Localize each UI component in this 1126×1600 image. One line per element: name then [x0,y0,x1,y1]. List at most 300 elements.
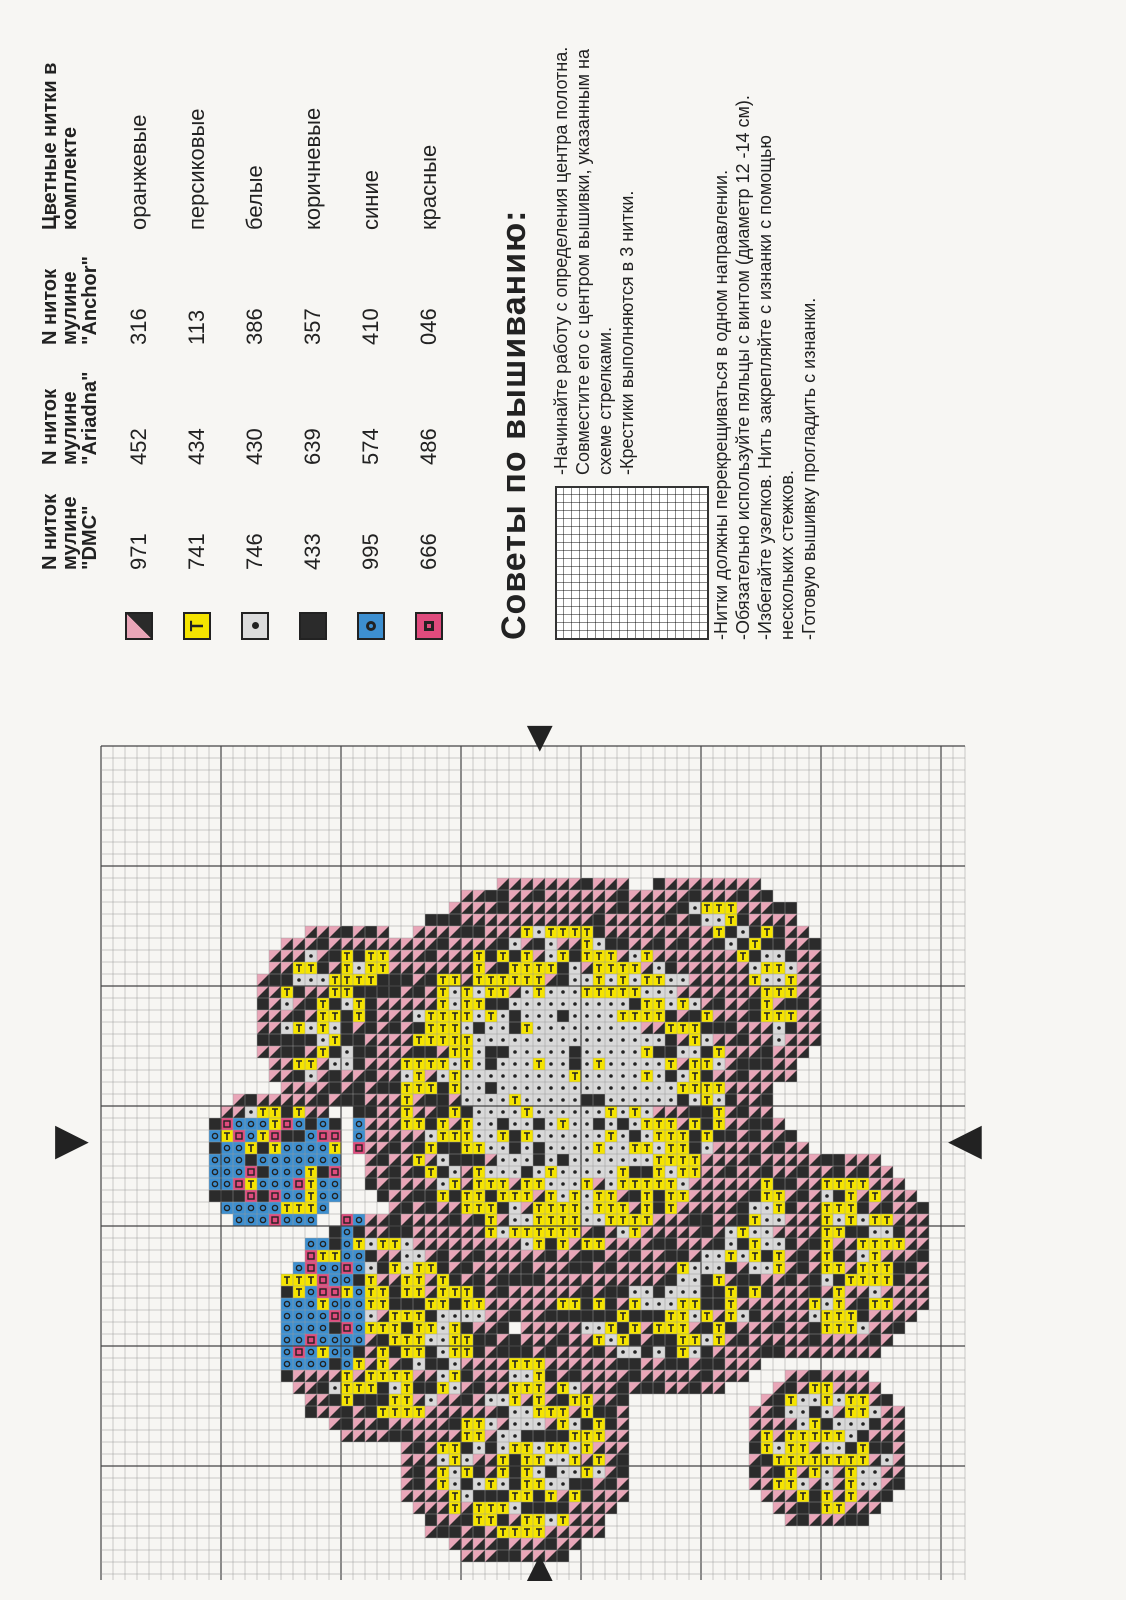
stitch-brown [785,1274,797,1286]
stitch-orange [377,1094,389,1106]
stitch-white [461,1490,473,1502]
stitch-orange [833,1370,845,1382]
stitch-peach [833,1226,845,1238]
stitch-white [701,914,713,926]
stitch-peach [593,1202,605,1214]
stitch-orange [749,914,761,926]
stitch-orange [365,938,377,950]
stitch-orange [797,1142,809,1154]
stitch-brown [401,1298,413,1310]
stitch-orange [737,1370,749,1382]
stitch-peach [845,1310,857,1322]
stitch-orange [365,1142,377,1154]
stitch-white [533,998,545,1010]
stitch-blue [317,1178,329,1190]
stitch-orange [593,1358,605,1370]
stitch-white [857,1214,869,1226]
stitch-orange [305,986,317,998]
stitch-peach [533,974,545,986]
stitch-brown [293,1070,305,1082]
stitch-orange [797,1466,809,1478]
stitch-brown [581,1286,593,1298]
stitch-peach [737,950,749,962]
stitch-white [401,1238,413,1250]
stitch-peach [857,1442,869,1454]
stitch-brown [365,1250,377,1262]
stitch-orange [641,962,653,974]
stitch-orange [701,998,713,1010]
stitch-white [473,1118,485,1130]
stitch-brown [497,938,509,950]
stitch-peach [581,1394,593,1406]
stitch-orange [389,1106,401,1118]
header-ariadna: N ниток мулине "Ariadna" [39,371,101,465]
stitch-white [761,1202,773,1214]
stitch-white [509,1430,521,1442]
stitch-peach [389,1370,401,1382]
stitch-peach [521,1130,533,1142]
stitch-white [605,974,617,986]
stitch-white [641,1034,653,1046]
stitch-white [437,1154,449,1166]
stitch-blue [293,1154,305,1166]
stitch-blue [293,1190,305,1202]
stitch-white [629,1346,641,1358]
stitch-brown [329,1358,341,1370]
stitch-blue [233,1202,245,1214]
stitch-orange [569,890,581,902]
stitch-orange [917,1298,929,1310]
stitch-orange [557,1358,569,1370]
stitch-orange [365,1094,377,1106]
stitch-orange [689,1250,701,1262]
stitch-orange [485,1346,497,1358]
stitch-orange [473,1550,485,1562]
stitch-orange [749,1166,761,1178]
stitch-orange [317,1082,329,1094]
stitch-orange [737,986,749,998]
stitch-blue [305,1238,317,1250]
stitch-brown [401,1358,413,1370]
stitch-orange [413,1394,425,1406]
stitch-brown [833,1190,845,1202]
stitch-orange [497,914,509,926]
stitch-brown [857,1514,869,1526]
stitch-blue [281,1178,293,1190]
stitch-brown [413,1442,425,1454]
stitch-orange [665,1262,677,1274]
stitch-orange [533,1286,545,1298]
stitch-blue [293,1166,305,1178]
stitch-brown [365,1046,377,1058]
stitch-orange [809,962,821,974]
stitch-orange [485,1430,497,1442]
stitch-peach [437,974,449,986]
stitch-orange [353,1406,365,1418]
stitch-orange [725,1274,737,1286]
stitch-orange [833,1490,845,1502]
stitch-peach [773,1190,785,1202]
stitch-orange [761,1034,773,1046]
stitch-white [809,1310,821,1322]
stitch-orange [425,1466,437,1478]
stitch-orange [389,1190,401,1202]
stitch-white [497,1442,509,1454]
stitch-white [653,1094,665,1106]
stitch-white [857,1418,869,1430]
stitch-orange [293,938,305,950]
stitch-orange [713,1382,725,1394]
stitch-orange [617,878,629,890]
stitch-brown [485,1442,497,1454]
stitch-orange [605,914,617,926]
stitch-white [569,1418,581,1430]
stitch-orange [797,1310,809,1322]
stitch-orange [605,1274,617,1286]
stitch-orange [797,1154,809,1166]
stitch-peach [665,1058,677,1070]
stitch-blue [341,1238,353,1250]
stitch-peach [749,1214,761,1226]
stitch-orange [893,1466,905,1478]
stitch-orange [809,1514,821,1526]
stitch-blue [257,1202,269,1214]
stitch-brown [437,1262,449,1274]
stitch-white [617,1226,629,1238]
stitch-white [557,1022,569,1034]
stitch-peach [569,1226,581,1238]
stitch-orange [473,1226,485,1238]
stitch-brown [329,998,341,1010]
stitch-peach [497,1178,509,1190]
stitch-white [689,1310,701,1322]
stitch-peach [557,1406,569,1418]
stitch-orange [761,1070,773,1082]
stitch-orange [701,878,713,890]
stitch-blue [317,1322,329,1334]
stitch-white [461,1310,473,1322]
stitch-brown [509,1142,521,1154]
stitch-white [581,1106,593,1118]
stitch-orange [437,1214,449,1226]
stitch-brown [749,1310,761,1322]
stitch-orange [485,1274,497,1286]
stitch-orange [617,1430,629,1442]
stitch-peach [641,950,653,962]
stitch-orange [377,1106,389,1118]
stitch-orange [677,1382,689,1394]
stitch-orange [701,1178,713,1190]
stitch-peach [689,1154,701,1166]
stitch-orange [725,1034,737,1046]
stitch-white [845,1418,857,1430]
stitch-orange [809,1250,821,1262]
stitch-peach [521,962,533,974]
stitch-peach [425,1142,437,1154]
stitch-blue [221,1202,233,1214]
stitch-brown [617,1382,629,1394]
stitch-orange [749,902,761,914]
stitch-white [617,1106,629,1118]
stitch-brown [569,1058,581,1070]
stitch-orange [413,1502,425,1514]
stitch-brown [533,938,545,950]
stitch-orange [809,1034,821,1046]
stitch-peach [341,986,353,998]
stitch-orange [425,1430,437,1442]
stitch-orange [425,1214,437,1226]
stitch-peach [713,1334,725,1346]
stitch-white [689,1346,701,1358]
stitch-brown [785,1130,797,1142]
stitch-orange [485,938,497,950]
stitch-blue [341,1250,353,1262]
stitch-orange [869,1202,881,1214]
stitch-brown [809,1334,821,1346]
stitch-peach [293,1202,305,1214]
stitch-peach [821,1226,833,1238]
stitch-orange [713,878,725,890]
stitch-brown [629,1166,641,1178]
stitch-brown [737,1334,749,1346]
stitch-white [521,1118,533,1130]
stitch-peach [485,974,497,986]
stitch-peach [521,1190,533,1202]
stitch-orange [533,1190,545,1202]
stitch-orange [653,1370,665,1382]
stitch-peach [365,1382,377,1394]
stitch-peach [389,1262,401,1274]
stitch-peach [569,1070,581,1082]
stitch-white [833,1394,845,1406]
stitch-brown [509,1466,521,1478]
stitch-red [317,1286,329,1298]
stitch-orange [461,1358,473,1370]
stitch-brown [605,1262,617,1274]
stitch-white [521,1370,533,1382]
stitch-orange [809,1154,821,1166]
stitch-orange [437,1394,449,1406]
stitch-peach [677,1166,689,1178]
stitch-white [473,1310,485,1322]
stitch-brown [401,1202,413,1214]
stitch-orange [497,1370,509,1382]
stitch-white [593,1130,605,1142]
stitch-orange [857,1370,869,1382]
stitch-brown [605,1406,617,1418]
stitch-white [533,1034,545,1046]
stitch-peach [713,1118,725,1130]
stitch-white [593,1022,605,1034]
stitch-brown [737,1238,749,1250]
stitch-orange [509,1250,521,1262]
stitch-orange [437,950,449,962]
stitch-white [413,1358,425,1370]
stitch-orange [725,1334,737,1346]
stitch-orange [521,1310,533,1322]
stitch-peach [689,1118,701,1130]
stitch-orange [797,1346,809,1358]
stitch-brown [737,1058,749,1070]
stitch-brown [857,1298,869,1310]
stitch-orange [281,950,293,962]
stitch-orange [761,1022,773,1034]
stitch-brown [749,1058,761,1070]
stitch-brown [713,938,725,950]
stitch-orange [425,1454,437,1466]
stitch-orange [377,1166,389,1178]
stitch-white [437,1310,449,1322]
stitch-brown [473,1526,485,1538]
stitch-orange [401,1034,413,1046]
stitch-brown [473,1274,485,1286]
stitch-peach [533,986,545,998]
stitch-peach [569,1202,581,1214]
stitch-white [593,1214,605,1226]
stitch-white [305,1022,317,1034]
stitch-brown [821,1154,833,1166]
stitch-orange [797,1382,809,1394]
stitch-peach [485,1502,497,1514]
stitch-brown [353,1274,365,1286]
stitch-white [545,1118,557,1130]
stitch-white [461,1022,473,1034]
stitch-white [629,1070,641,1082]
info-panel [40,10,1040,650]
stitch-white [473,1130,485,1142]
stitch-white [497,1022,509,1034]
dmc-number: 741 [184,533,209,570]
stitch-orange [665,938,677,950]
stitch-white [569,1382,581,1394]
stitch-orange [581,890,593,902]
stitch-brown [833,1250,845,1262]
stitch-brown [737,890,749,902]
stitch-peach [833,1298,845,1310]
stitch-brown [353,1394,365,1406]
stitch-peach [761,926,773,938]
stitch-orange [653,902,665,914]
stitch-brown [845,1442,857,1454]
stitch-brown [257,1142,269,1154]
stitch-orange [725,1202,737,1214]
stitch-brown [461,1478,473,1490]
stitch-brown [653,878,665,890]
stitch-orange [605,1466,617,1478]
stitch-peach [509,1526,521,1538]
stitch-orange [413,1418,425,1430]
stitch-orange [449,902,461,914]
stitch-orange [785,1298,797,1310]
stitch-brown [437,1082,449,1094]
stitch-brown [809,1322,821,1334]
stitch-orange [737,1142,749,1154]
stitch-blue [233,1154,245,1166]
stitch-blue [329,1154,341,1166]
stitch-orange [617,1490,629,1502]
stitch-brown [701,1070,713,1082]
stitch-orange [509,1286,521,1298]
stitch-peach [833,1322,845,1334]
stitch-red [341,1214,353,1226]
stitch-brown [665,1046,677,1058]
stitch-orange [473,1406,485,1418]
stitch-orange [725,1142,737,1154]
stitch-white [533,1022,545,1034]
stitch-peach [845,1190,857,1202]
stitch-peach [521,1226,533,1238]
stitch-orange [329,962,341,974]
stitch-white [557,1106,569,1118]
stitch-white [869,1406,881,1418]
stitch-orange [701,1238,713,1250]
stitch-brown [665,1274,677,1286]
stitch-orange [725,1082,737,1094]
stitch-white [497,1166,509,1178]
stitch-peach [545,1214,557,1226]
stitch-blue [353,1130,365,1142]
stitch-blue [281,1154,293,1166]
stitch-white [605,1142,617,1154]
stitch-orange [809,1178,821,1190]
stitch-peach [281,1274,293,1286]
stitch-brown [485,1046,497,1058]
stitch-peach [701,902,713,914]
stitch-peach [689,1058,701,1070]
stitch-white [425,1334,437,1346]
stitch-blue [233,1214,245,1226]
stitch-peach [473,1418,485,1430]
stitch-peach [533,1406,545,1418]
stitch-peach [629,1214,641,1226]
stitch-white [521,1010,533,1022]
stitch-white [365,1262,377,1274]
stitch-peach [449,1178,461,1190]
stitch-peach [569,1490,581,1502]
stitch-peach [605,1190,617,1202]
stitch-blue [305,1154,317,1166]
stitch-white [617,1046,629,1058]
stitch-white [545,986,557,998]
stitch-orange [713,1010,725,1022]
stitch-brown [497,1286,509,1298]
stitch-orange [377,1034,389,1046]
stitch-peach [605,950,617,962]
stitch-orange [257,1094,269,1106]
stitch-blue [353,1322,365,1334]
stitch-orange [557,1274,569,1286]
stitch-peach [521,1358,533,1370]
stitch-peach [737,1226,749,1238]
stitch-white [725,1226,737,1238]
stitch-orange [725,950,737,962]
stitch-orange [809,1022,821,1034]
stitch-brown [737,1202,749,1214]
stitch-brown [593,1346,605,1358]
stitch-red [245,1190,257,1202]
ariadna-number: 430 [242,428,267,465]
stitch-orange [689,878,701,890]
stitch-orange [641,926,653,938]
stitch-orange [593,1286,605,1298]
stitch-peach [749,938,761,950]
stitch-orange [449,1226,461,1238]
stitch-peach [497,1466,509,1478]
stitch-orange [905,1226,917,1238]
stitch-brown [557,1430,569,1442]
stitch-peach [461,1286,473,1298]
stitch-brown [413,1478,425,1490]
